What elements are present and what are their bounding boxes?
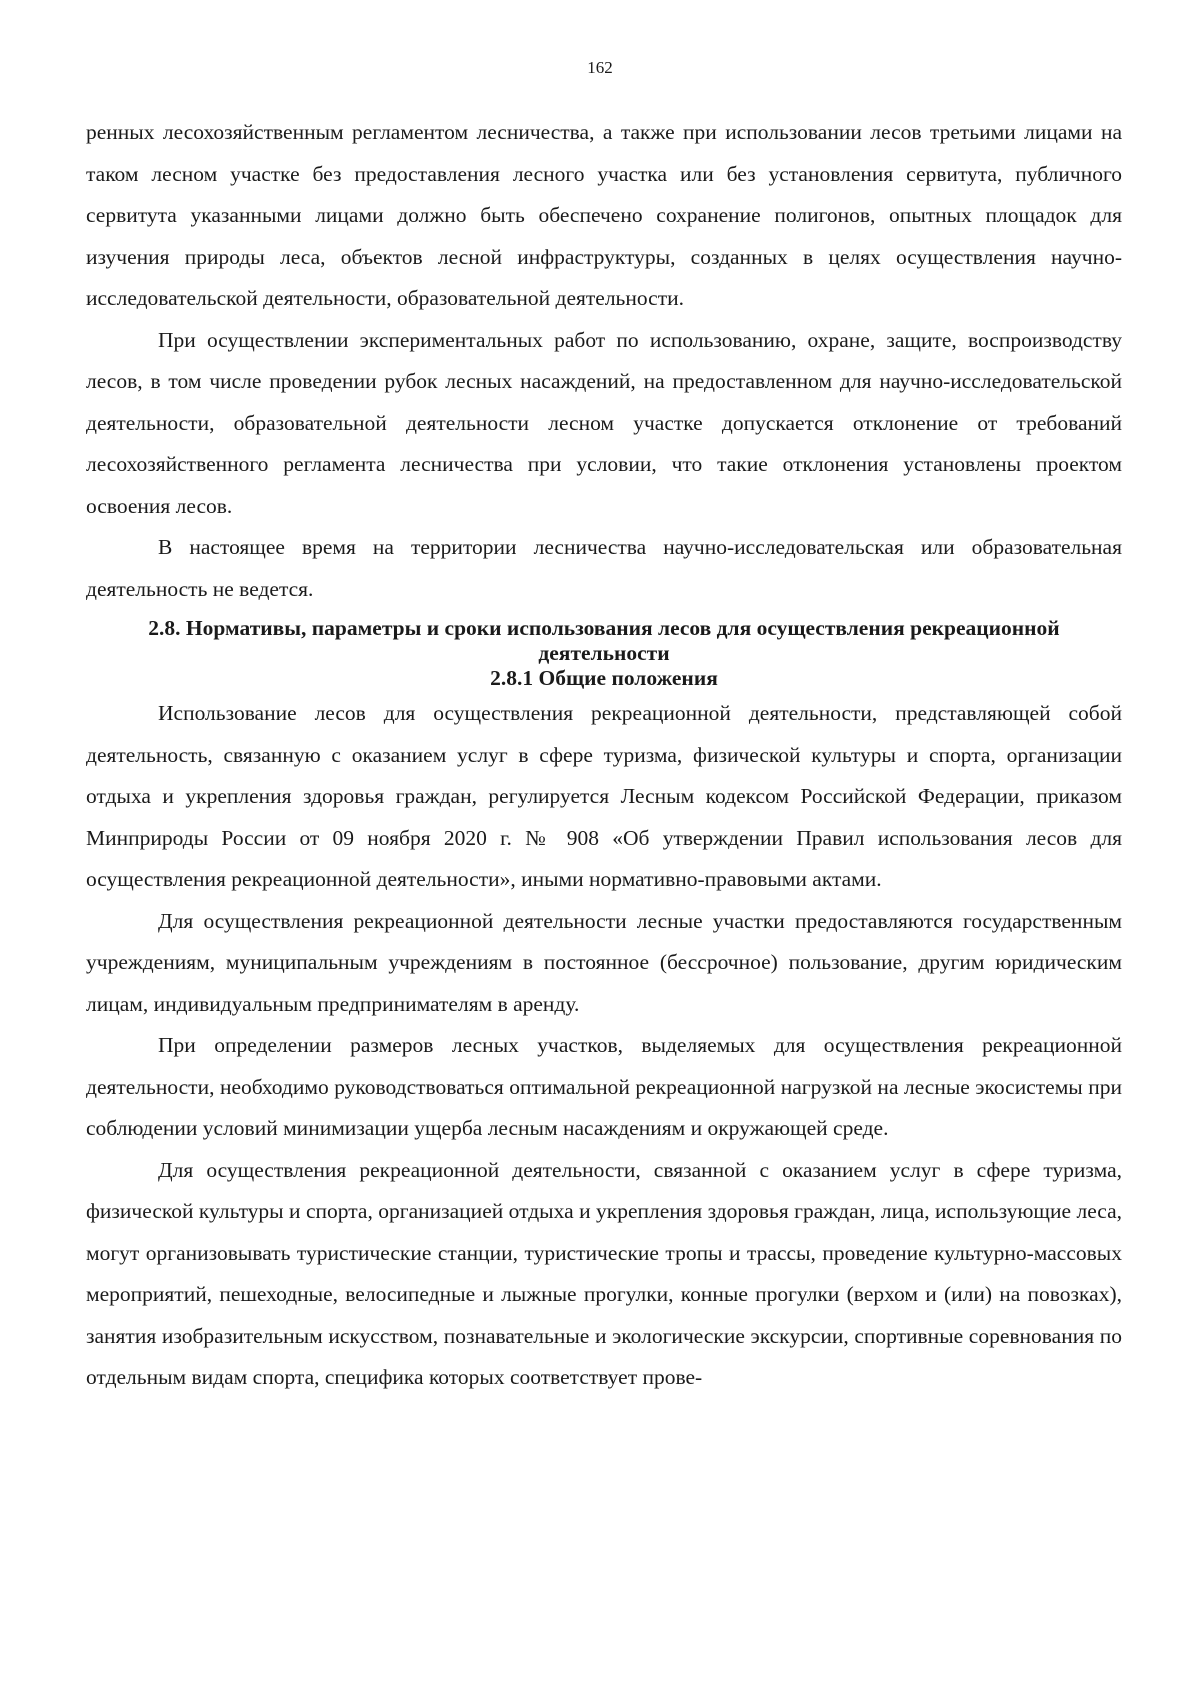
page-content: [86, 112, 1122, 1399]
paragraph-experimental-works: При осуществлении экспериментальных работ по использованию, охране, защите, воспроизводству лесов, в том числе проведении рубок лесных насаждений, на предоставленном для научно-исследовательской деятельности, образовательной деятельности лесном участке допускается отклонение от требований лесохозяйственного регламента лесничества при условии, что такие отклонения установлены проектом освоения лесов.: [86, 327, 1122, 518]
paragraph-recreation-regulation: Использование лесов для осуществления рекреационной деятельности, представляющей собой деятельность, связанную с оказанием услуг в сфере туризма, физической культуры и спорта, организации отдыха и укрепления здоровья граждан, регулируется Лесным кодексом Российской Федерации, приказом Минприроды России от 09 ноября 2020 г. № 908 «Об утверждении Правил использования лесов для осуществления рекреационной деятельности», иными нормативно-правовыми актами.: [86, 701, 1122, 891]
paragraph-current-status: В настоящее время на территории лесничества научно-исследовательская или образовательная деятельность не ведется.: [86, 535, 1122, 601]
paragraph-recreation-activities: Для осуществления рекреационной деятельности, связанной с оказанием услуг в сфере туризма, физической культуры и спорта, организацией отдыха и укрепления здоровья граждан, лица, использующие леса, могут организовывать туристические станции, туристические тропы и трассы, проведение культурно-массовых мероприятий, пешеходные, велосипедные и лыжные прогулки, конные прогулки (верхом и (или) на повозках), занятия изобразительным искусством, познавательные и экологические экскурсии, спортивные соревнования по отдельным видам спорта, специфика которых соответствует прове-: [86, 1157, 1122, 1389]
paragraph-plot-provision: Для осуществления рекреационной деятельности лесные участки предоставляются государственным учреждениям, муниципальным учреждениям в постоянное (бессрочное) пользование, другим юридическим лицам, индивидуальным предпринимателям в аренду.: [86, 908, 1122, 1016]
page-number: 162: [587, 58, 613, 77]
section-heading: 2.8. Нормативы, параметры и сроки использования лесов для осуществления рекреационной деятельности: [148, 616, 1060, 665]
paragraph-plot-size: При определении размеров лесных участков, выделяемых для осуществления рекреационной деятельности, необходимо руководствоваться оптимальной рекреационной нагрузкой на лесные экосистемы при соблюдении условий минимизации ущерба лесным насаждениям и окружающей среде.: [86, 1033, 1122, 1140]
subsection-heading: 2.8.1 Общие положения: [490, 666, 718, 690]
paragraph-continuation: ренных лесохозяйственным регламентом лесничества, а также при использовании лесов третьими лицами на таком лесном участке без предоставления лесного участка или без установления сервитута, публичного сервитута указанными лицами должно быть обеспечено сохранение полигонов, опытных площадок для изучения природы леса, объектов лесной инфраструктуры, созданных в целях осуществления научно-исследовательской деятельности, образовательной деятельности.: [86, 120, 1122, 310]
